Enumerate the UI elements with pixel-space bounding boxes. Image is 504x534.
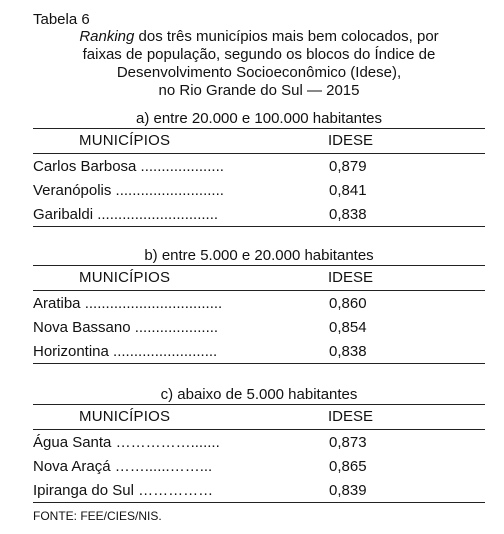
bottom-rule — [33, 226, 485, 227]
title-line-4: no Rio Grande do Sul — 2015 — [158, 82, 360, 99]
municipio-name: Aratiba ................................. — [33, 295, 223, 312]
table-row — [33, 202, 485, 226]
header-row — [33, 129, 485, 153]
municipio-name: Carlos Barbosa .................... — [33, 158, 224, 175]
municipio-name: Garibaldi ............................. — [33, 206, 219, 223]
table-row — [33, 178, 485, 202]
idese-value: 0,838 — [329, 206, 367, 223]
column-header-municipios: MUNICÍPIOS — [79, 408, 171, 425]
table-row — [33, 154, 485, 178]
section-c — [33, 386, 485, 503]
header-row — [33, 405, 485, 429]
idese-value: 0,879 — [329, 158, 367, 175]
bottom-rule — [33, 363, 485, 364]
table-row — [33, 291, 485, 315]
table-row — [33, 478, 485, 502]
table-title — [33, 28, 485, 100]
section-b — [33, 247, 485, 364]
idese-value: 0,841 — [329, 182, 367, 199]
source-note: FONTE: FEE/CIES/NIS. — [33, 509, 162, 523]
bottom-rule — [33, 502, 485, 503]
idese-value: 0,865 — [329, 458, 367, 475]
title-line-1-rest: dos três municípios mais bem colocados, por — [134, 28, 439, 45]
section-title: a) entre 20.000 e 100.000 habitantes — [135, 110, 383, 127]
column-header-idese: IDESE — [328, 408, 374, 425]
table-row — [33, 315, 485, 339]
idese-value: 0,839 — [329, 482, 367, 499]
table-row — [33, 430, 485, 454]
title-line-1 — [33, 28, 485, 46]
section-title: c) abaixo de 5.000 habitantes — [160, 386, 358, 403]
idese-value: 0,873 — [329, 434, 367, 451]
header-row — [33, 266, 485, 290]
column-header-municipios: MUNICÍPIOS — [79, 132, 171, 149]
column-header-idese: IDESE — [328, 132, 374, 149]
municipio-name: Horizontina ......................... — [33, 343, 218, 360]
section-title: b) entre 5.000 e 20.000 habitantes — [144, 247, 374, 264]
municipio-name: Veranópolis .......................... — [33, 182, 224, 199]
table-row — [33, 339, 485, 363]
idese-value: 0,838 — [329, 343, 367, 360]
municipio-name: Nova Bassano .................... — [33, 319, 219, 336]
title-line-2: faixas de população, segundo os blocos do Índice de — [82, 46, 436, 63]
municipio-name: Ipiranga do Sul …………… — [33, 482, 214, 499]
column-header-idese: IDESE — [328, 269, 374, 286]
municipio-name: Água Santa ……………....... — [33, 434, 220, 451]
title-lead-italic: Ranking — [79, 28, 135, 45]
idese-value: 0,860 — [329, 295, 367, 312]
municipio-name: Nova Araçá ……......……... — [33, 458, 213, 475]
table-row — [33, 454, 485, 478]
table-label: Tabela 6 — [33, 11, 90, 28]
section-a — [33, 110, 485, 227]
idese-value: 0,854 — [329, 319, 367, 336]
title-line-3: Desenvolvimento Socioeconômico (Idese), — [116, 64, 402, 81]
column-header-municipios: MUNICÍPIOS — [79, 269, 171, 286]
